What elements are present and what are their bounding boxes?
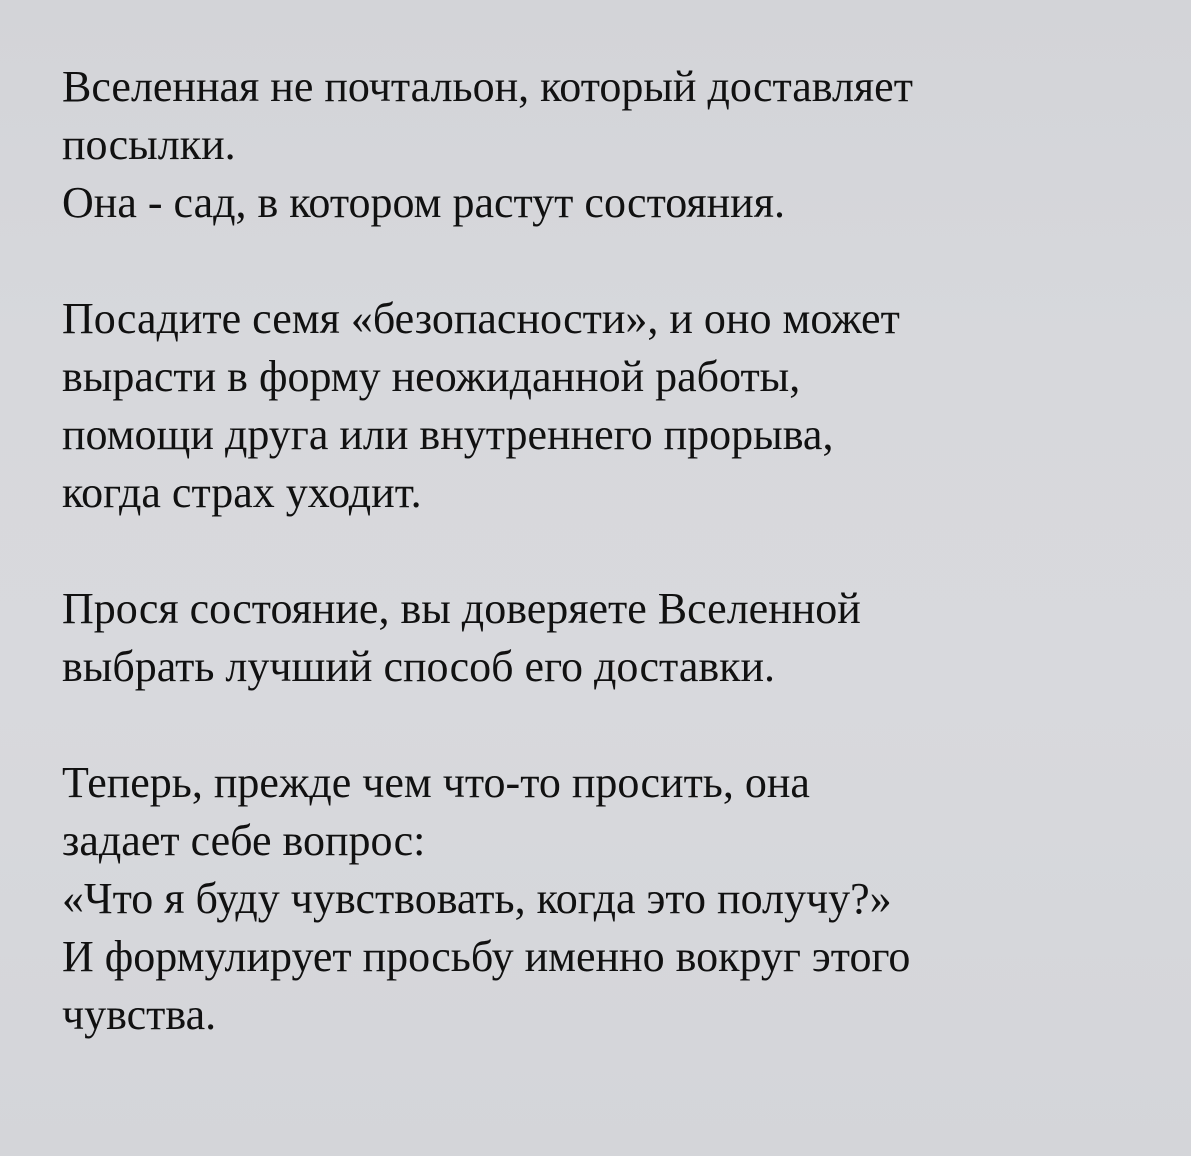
paragraph-4 — [62, 754, 1152, 1044]
text-line: когда страх уходит. — [62, 468, 422, 517]
text-line: Вселенная не почтальон, который доставляет — [62, 62, 913, 111]
text-line: помощи друга или внутреннего прорыва, — [62, 410, 834, 459]
text-line: задает себе вопрос: — [62, 816, 426, 865]
paragraph-2 — [62, 290, 1152, 522]
text-line: Посадите семя «безопасности», и оно может — [62, 294, 900, 343]
text-line: Она - сад, в котором растут состояния. — [62, 178, 785, 227]
text-line: «Что я буду чувствовать, когда это получу?» — [62, 874, 892, 923]
text-body — [62, 58, 1152, 1044]
text-line: выбрать лучший способ его доставки. — [62, 642, 776, 691]
text-line: Прося состояние, вы доверяете Вселенной — [62, 584, 861, 633]
text-line: И формулирует просьбу именно вокруг этого — [62, 932, 911, 981]
text-line: вырасти в форму неожиданной работы, — [62, 352, 801, 401]
text-line: Теперь, прежде чем что-то просить, она — [62, 758, 810, 807]
paragraph-1 — [62, 58, 1152, 232]
text-line: чувства. — [62, 990, 217, 1039]
text-line: посылки. — [62, 120, 236, 169]
paragraph-3 — [62, 580, 1152, 696]
